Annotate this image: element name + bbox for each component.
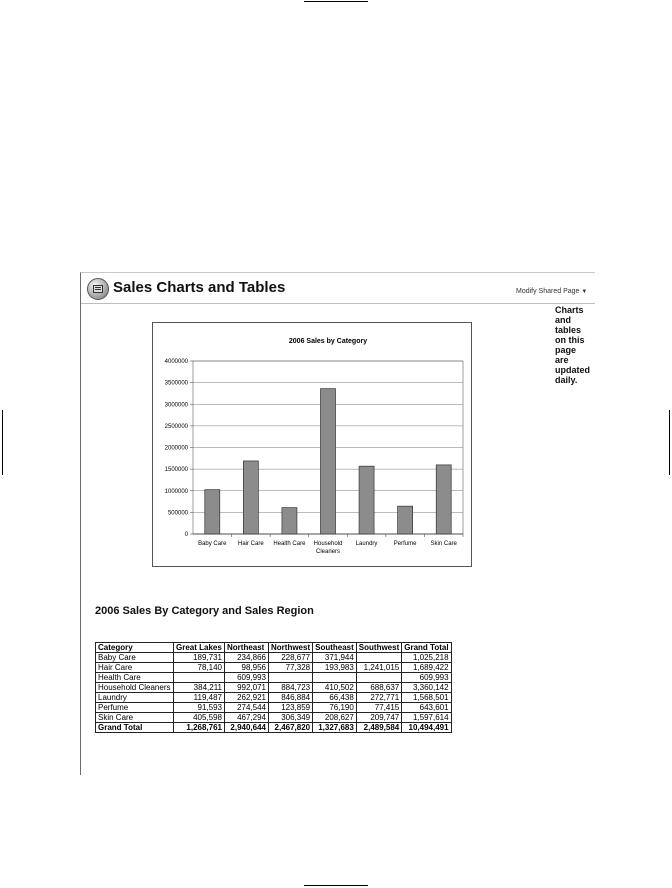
table-header-row: [96, 643, 452, 653]
bar-perfume: [398, 506, 413, 534]
column-header: Northeast: [225, 643, 269, 653]
value-cell: 609,993: [402, 673, 451, 683]
category-cell: Grand Total: [96, 723, 174, 733]
left-margin-mark: [2, 410, 3, 475]
bar-health-care: [282, 508, 297, 534]
value-cell: 1,025,218: [402, 653, 451, 663]
x-tick-label: Baby Care: [198, 541, 227, 547]
value-cell: 234,866: [225, 653, 269, 663]
value-cell: 405,598: [174, 713, 225, 723]
bottom-page-rule: [304, 885, 368, 886]
column-header: Northwest: [269, 643, 313, 653]
y-tick-label: 1000000: [164, 488, 188, 495]
value-cell: [269, 673, 313, 683]
value-cell: 193,983: [313, 663, 357, 673]
category-cell: Perfume: [96, 703, 174, 713]
value-cell: 2,467,820: [269, 723, 313, 733]
table-row: [96, 703, 452, 713]
value-cell: 76,190: [313, 703, 357, 713]
bar-skin-care: [436, 465, 451, 534]
bar-household-cleaners: [321, 389, 336, 534]
sales-page-window: [80, 272, 595, 775]
value-cell: 1,597,614: [402, 713, 451, 723]
value-cell: [313, 673, 357, 683]
value-cell: 467,294: [225, 713, 269, 723]
category-cell: Household Cleaners: [96, 683, 174, 693]
category-cell: Hair Care: [96, 663, 174, 673]
y-tick-label: 3500000: [164, 380, 188, 387]
page-icon: [87, 278, 109, 300]
category-cell: Baby Care: [96, 653, 174, 663]
value-cell: 371,944: [313, 653, 357, 663]
value-cell: 643,601: [402, 703, 451, 713]
y-tick-label: 4000000: [164, 359, 188, 365]
side-note-line: and: [555, 315, 572, 325]
value-cell: 228,677: [269, 653, 313, 663]
value-cell: 209,747: [356, 713, 401, 723]
value-cell: 410,502: [313, 683, 357, 693]
value-cell: 1,268,761: [174, 723, 225, 733]
x-tick-label: Household: [313, 541, 343, 547]
category-cell: Skin Care: [96, 713, 174, 723]
x-tick-label: Hair Care: [238, 541, 264, 547]
sales-chart-svg: [153, 323, 471, 566]
x-tick-label: Health Care: [273, 541, 306, 547]
y-tick-label: 500000: [167, 510, 188, 517]
y-tick-label: 2500000: [164, 423, 188, 430]
side-note-line: are: [555, 355, 569, 365]
modify-shared-page-label: Modify Shared Page: [516, 288, 580, 295]
bar-baby-care: [205, 490, 220, 534]
bar-hair-care: [243, 461, 258, 534]
value-cell: [356, 673, 401, 683]
category-cell: Health Care: [96, 673, 174, 683]
value-cell: 98,956: [225, 663, 269, 673]
value-cell: 1,568,501: [402, 693, 451, 703]
x-tick-label: Cleaners: [315, 549, 341, 555]
chevron-down-icon: ▼: [581, 289, 588, 295]
value-cell: 66,438: [313, 693, 357, 703]
value-cell: 119,487: [174, 693, 225, 703]
value-cell: 306,349: [269, 713, 313, 723]
value-cell: 384,211: [174, 683, 225, 693]
value-cell: [356, 653, 401, 663]
value-cell: 1,327,683: [313, 723, 357, 733]
y-tick-label: 2000000: [164, 445, 188, 452]
y-tick-label: 1500000: [164, 467, 188, 474]
value-cell: 77,328: [269, 663, 313, 673]
page-header: [81, 273, 595, 304]
top-page-rule: [304, 1, 368, 2]
value-cell: 10,494,491: [402, 723, 451, 733]
value-cell: 884,723: [269, 683, 313, 693]
y-tick-label: 0: [184, 532, 188, 538]
column-header: Great Lakes: [174, 643, 225, 653]
side-note: [555, 305, 593, 385]
chart-title: 2006 Sales by Category: [288, 338, 368, 345]
side-note-line: daily.: [555, 375, 578, 385]
table-row: [96, 663, 452, 673]
value-cell: 2,940,644: [225, 723, 269, 733]
column-header: Southeast: [313, 643, 357, 653]
column-header: Grand Total: [402, 643, 451, 653]
y-tick-label: 3000000: [164, 402, 188, 409]
table-row: [96, 653, 452, 663]
side-note-line: on this: [555, 335, 585, 345]
value-cell: [174, 673, 225, 683]
value-cell: 123,859: [269, 703, 313, 713]
table-row: [96, 693, 452, 703]
modify-shared-page-menu[interactable]: [516, 288, 587, 295]
value-cell: 78,140: [174, 663, 225, 673]
value-cell: 3,360,142: [402, 683, 451, 693]
side-note-line: Charts: [555, 305, 584, 315]
value-cell: 274,544: [225, 703, 269, 713]
x-tick-label: Perfume: [393, 541, 417, 547]
x-tick-label: Laundry: [355, 541, 378, 547]
value-cell: 77,415: [356, 703, 401, 713]
sales-chart: [152, 322, 472, 567]
value-cell: 609,993: [225, 673, 269, 683]
side-note-line: tables: [555, 325, 582, 335]
value-cell: 1,689,422: [402, 663, 451, 673]
table-row: [96, 673, 452, 683]
page-title: Sales Charts and Tables: [113, 279, 286, 296]
value-cell: 992,071: [225, 683, 269, 693]
value-cell: 1,241,015: [356, 663, 401, 673]
table-title: 2006 Sales By Category and Sales Region: [95, 605, 314, 617]
table-row: [96, 683, 452, 693]
side-note-line: updated: [555, 365, 590, 375]
right-margin-mark: [669, 410, 670, 475]
value-cell: 2,489,584: [356, 723, 401, 733]
value-cell: 262,921: [225, 693, 269, 703]
table-row: [96, 713, 452, 723]
bar-laundry: [359, 466, 374, 534]
value-cell: 272,771: [356, 693, 401, 703]
grand-total-row: [96, 723, 452, 733]
column-header: Category: [96, 643, 174, 653]
value-cell: 91,593: [174, 703, 225, 713]
value-cell: 189,731: [174, 653, 225, 663]
value-cell: 846,884: [269, 693, 313, 703]
x-tick-label: Skin Care: [430, 541, 457, 547]
side-note-line: page: [555, 345, 577, 355]
sales-table: [95, 642, 452, 733]
column-header: Southwest: [356, 643, 401, 653]
category-cell: Laundry: [96, 693, 174, 703]
value-cell: 688,637: [356, 683, 401, 693]
value-cell: 208,627: [313, 713, 357, 723]
